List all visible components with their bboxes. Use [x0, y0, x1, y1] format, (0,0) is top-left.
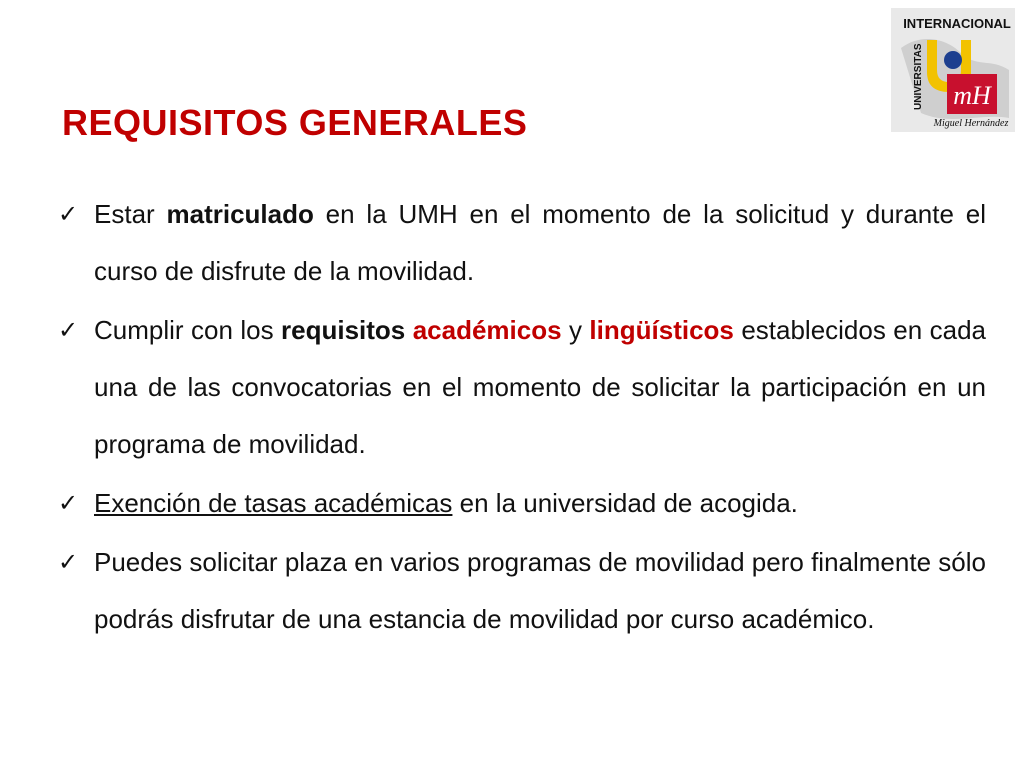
logo-top-text: INTERNACIONAL: [903, 16, 1011, 31]
umh-internacional-logo: [891, 8, 1015, 132]
list-item: ✓ Puedes solicitar plaza en varios programas de movilidad pero finalmente sólo podrás disfrutar de una estancia de movilidad por curso académico.: [58, 534, 986, 648]
check-icon: ✓: [58, 317, 79, 344]
check-icon: ✓: [58, 201, 79, 228]
slide-title: REQUISITOS GENERALES: [62, 102, 528, 143]
check-icon: ✓: [58, 549, 79, 576]
logo-side-text: UNIVERSITAS: [913, 43, 924, 110]
list-item: ✓ Cumplir con los requisitos académicos y lingüísticos establecidos en cada una de las convocatorias en el momento de solicitar la participación en un programa de movilidad.: [58, 302, 986, 473]
requirements-list: [58, 186, 986, 648]
check-icon: ✓: [58, 490, 79, 517]
list-item: ✓ Estar matriculado en la UMH en el momento de la solicitud y durante el curso de disfrute de la movilidad.: [58, 186, 986, 300]
list-item: ✓ Exención de tasas académicas en la universidad de acogida.: [58, 475, 986, 532]
logo-monogram: mH: [953, 81, 991, 110]
logo-caption: Miguel Hernández: [933, 118, 1009, 129]
logo-globe-icon: [944, 51, 962, 69]
